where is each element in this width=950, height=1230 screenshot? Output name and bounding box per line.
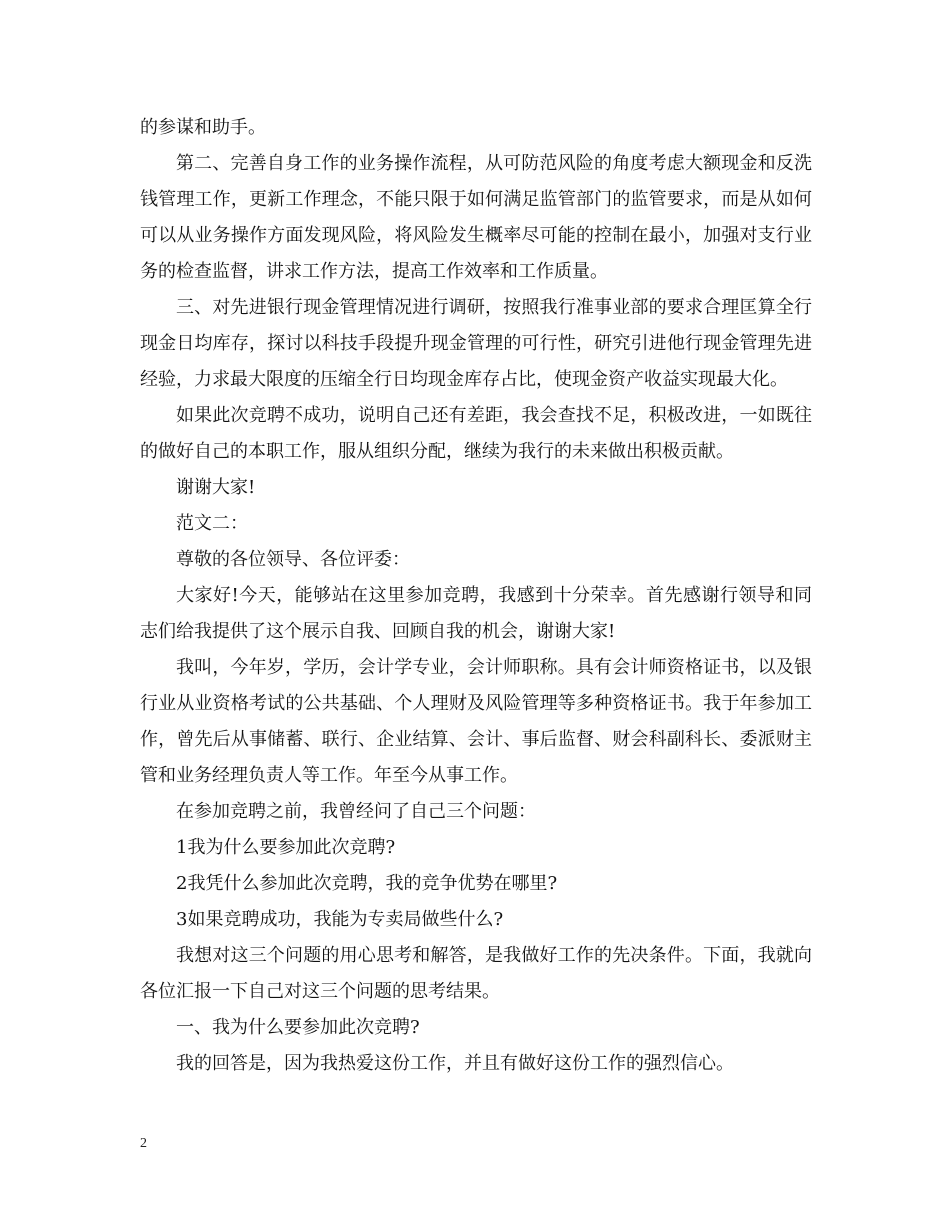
section-heading: 范文二： (176, 513, 248, 534)
list-item: 1我为什么要参加此次竞聘? (176, 837, 396, 858)
paragraph: 我叫，今年岁，学历，会计学专业，会计师职称。具有会计师资格证书，以及银行业从业资格考试的公共基础、个人理财及风险管理等多种资格证书。我于年参加工作，曾先后从事储蓄、联行、企业结算、会计、事后监督、财会科副科长、委派财主管和业务经理负责人等工作。年至今从事工作。 (140, 657, 812, 786)
paragraph: 谢谢大家! (176, 477, 256, 498)
list-item: 3如果竞聘成功，我能为专卖局做些什么? (176, 909, 504, 930)
page-number: 2 (140, 1136, 147, 1151)
document-body (140, 110, 812, 1082)
paragraph: 在参加竞聘之前，我曾经问了自己三个问题： (176, 801, 536, 822)
paragraph: 大家好!今天，能够站在这里参加竞聘，我感到十分荣幸。首先感谢行领导和同志们给我提供了这个展示自我、回顾自我的机会，谢谢大家! (140, 585, 812, 642)
section-heading: 一、我为什么要参加此次竞聘? (176, 1017, 420, 1038)
paragraph: 的参谋和助手。 (140, 117, 266, 138)
salutation: 尊敬的各位领导、各位评委： (176, 549, 410, 570)
paragraph: 我的回答是，因为我热爱这份工作，并且有做好这份工作的强烈信心。 (176, 1053, 734, 1074)
paragraph: 三、对先进银行现金管理情况进行调研，按照我行准事业部的要求合理匡算全行现金日均库存，探讨以科技手段提升现金管理的可行性，研究引进他行现金管理先进经验，力求最大限度的压缩全行日均现金库存占比，使现金资产收益实现最大化。 (140, 297, 812, 390)
paragraph: 第二、完善自身工作的业务操作流程，从可防范风险的角度考虑大额现金和反洗钱管理工作，更新工作理念，不能只限于如何满足监管部门的监管要求，而是从如何可以从业务操作方面发现风险，将风险发生概率尽可能的控制在最小，加强对支行业务的检查监督，讲求工作方法，提高工作效率和工作质量。 (140, 153, 812, 282)
paragraph: 我想对这三个问题的用心思考和解答，是我做好工作的先决条件。下面，我就向各位汇报一下自己对这三个问题的思考结果。 (140, 945, 812, 1002)
paragraph: 如果此次竞聘不成功，说明自己还有差距，我会查找不足，积极改进，一如既往的做好自己的本职工作，服从组织分配，继续为我行的未来做出积极贡献。 (140, 405, 812, 462)
list-item: 2我凭什么参加此次竞聘，我的竞争优势在哪里? (176, 873, 558, 894)
